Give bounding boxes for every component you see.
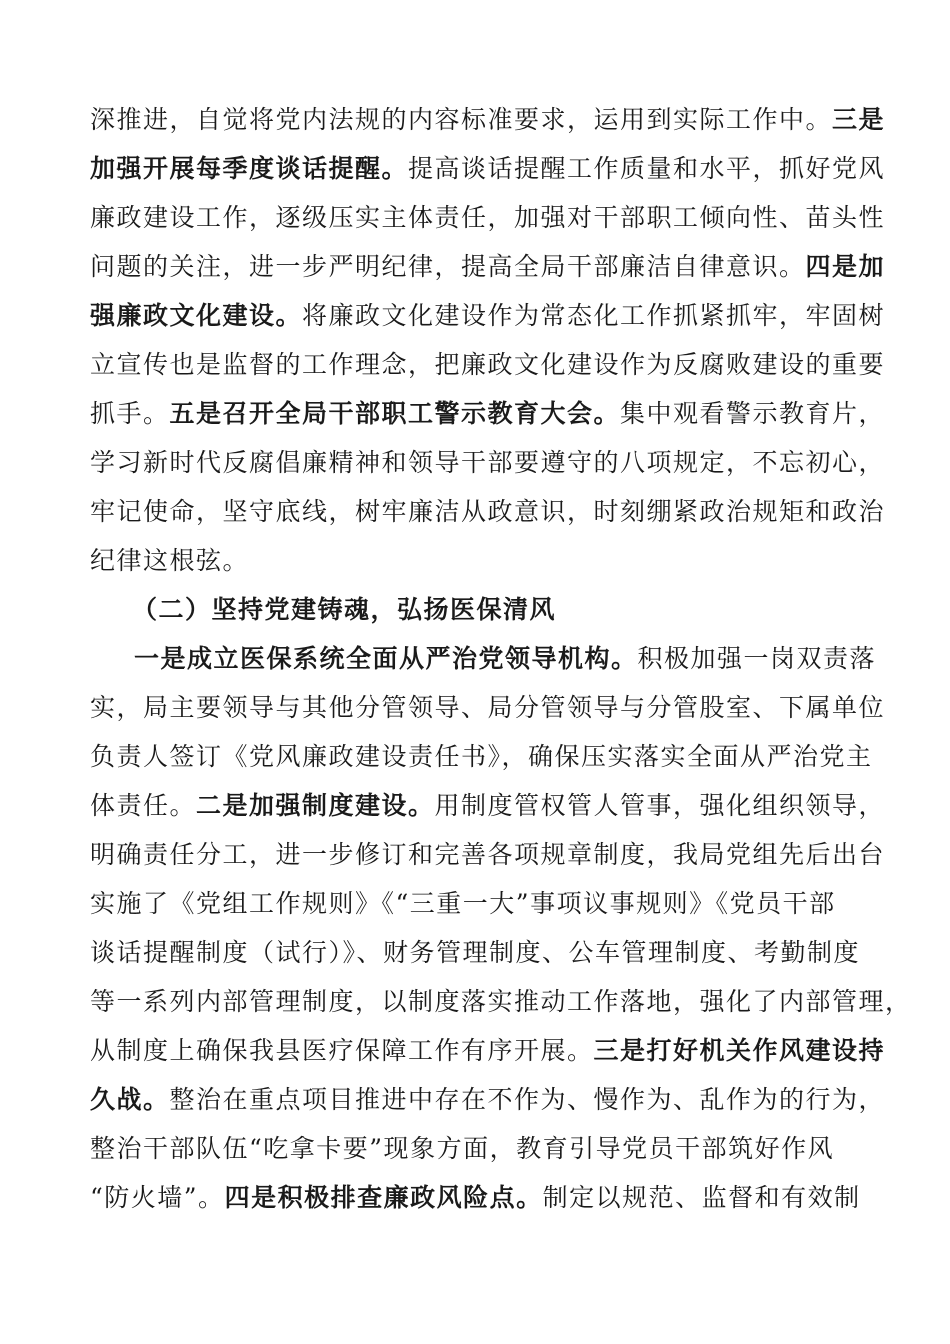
text-segment: 集中观看警示教育片，: [620, 399, 886, 428]
text-segment: 问题的关注，进一步严明纪律，提高全局干部廉洁自律意识。: [90, 252, 806, 281]
text-line: [90, 340, 886, 389]
text-line: [90, 1075, 886, 1124]
text-segment: 用制度管权管人管事，强化组织领导，: [434, 791, 886, 820]
text-segment: 从制度上确保我县医疗保障工作有序开展。: [90, 1036, 594, 1065]
text-line: [90, 144, 886, 193]
bold-text-segment: （二）坚持党建铸魂，弘扬医保清风: [132, 595, 557, 624]
text-segment: 整治在重点项目推进中存在不作为、慢作为、乱作为的行为，: [169, 1085, 886, 1114]
text-line: [90, 634, 877, 683]
text-line: [90, 193, 886, 242]
bold-text-segment: 四是加: [805, 252, 886, 281]
text-line: [90, 389, 886, 438]
text-segment: 实，局主要领导与其他分管领导、局分管领导与分管股室、下属单位: [90, 693, 886, 722]
text-segment: 明确责任分工，进一步修订和完善各项规章制度，我局党组先后出台: [90, 840, 886, 869]
bold-text-segment: 强廉政文化建设。: [90, 301, 303, 330]
text-line: [90, 438, 886, 487]
bold-text-segment: 加强开展每季度谈话提醒。: [90, 154, 409, 183]
text-line: [90, 487, 886, 536]
text-segment: 纪律这根弦。: [90, 546, 250, 575]
text-segment: 学习新时代反腐倡廉精神和领导干部要遵守的八项规定，不忘初心，: [90, 448, 886, 477]
text-segment: 积极加强一岗双责落: [637, 644, 877, 673]
text-line: [90, 683, 886, 732]
text-line: [90, 830, 886, 879]
text-line: [90, 1124, 860, 1173]
text-segment: 抓手。: [90, 399, 170, 428]
text-line: [90, 977, 912, 1026]
text-line: [90, 95, 886, 144]
text-segment: 实施了《党组工作规则》《“三重一大”事项议事规则》《党员干部: [90, 889, 836, 918]
text-line: [90, 585, 860, 634]
text-line: [90, 242, 886, 291]
text-segment: 牢记使命，坚守底线，树牢廉洁从政意识，时刻绷紧政治规矩和政治: [90, 497, 886, 526]
text-line: [90, 1173, 860, 1222]
bold-text-segment: 二是加强制度建设。: [196, 791, 435, 820]
bold-text-segment: 一是成立医保系统全面从严治党领导机构。: [134, 644, 638, 673]
text-segment: 谈话提醒制度（试行）》、财务管理制度、公车管理制度、考勤制度: [90, 938, 861, 967]
bold-text-segment: 三是打好机关作风建设持: [593, 1036, 886, 1065]
text-line: [90, 879, 860, 928]
text-segment: 体责任。: [90, 791, 197, 820]
text-segment: 深推进，自觉将党内法规的内容标准要求，运用到实际工作中。: [90, 105, 833, 134]
text-line: [90, 1026, 886, 1075]
bold-text-segment: 久战。: [90, 1085, 170, 1114]
text-segment: “防火墙”。: [90, 1183, 225, 1212]
text-segment: 廉政建设工作，逐级压实主体责任，加强对干部职工倾向性、苗头性: [90, 203, 886, 232]
text-line: [90, 536, 860, 585]
bold-text-segment: 五是召开全局干部职工警示教育大会。: [169, 399, 621, 428]
text-segment: 负责人签订《党风廉政建设责任书》，确保压实落实全面从严治党主: [90, 742, 873, 771]
text-segment: 将廉政文化建设作为常态化工作抓紧抓牢，牢固树: [302, 301, 886, 330]
text-line: [90, 928, 860, 977]
text-segment: 整治干部队伍“吃拿卡要”现象方面，教育引导党员干部筑好作风: [90, 1134, 835, 1163]
text-line: [90, 732, 873, 781]
text-segment: 制定以规范、监督和有效制: [542, 1183, 861, 1212]
text-segment: 等一系列内部管理制度，以制度落实推动工作落地，强化了内部管理，: [90, 987, 912, 1016]
document-body: [90, 95, 912, 1222]
text-segment: 提高谈话提醒工作质量和水平，抓好党风: [408, 154, 886, 183]
bold-text-segment: 四是积极排查廉政风险点。: [224, 1183, 543, 1212]
bold-text-segment: 三是: [832, 105, 886, 134]
text-line: [90, 781, 886, 830]
text-segment: 立宣传也是监督的工作理念，把廉政文化建设作为反腐败建设的重要: [90, 350, 886, 379]
text-line: [90, 291, 886, 340]
